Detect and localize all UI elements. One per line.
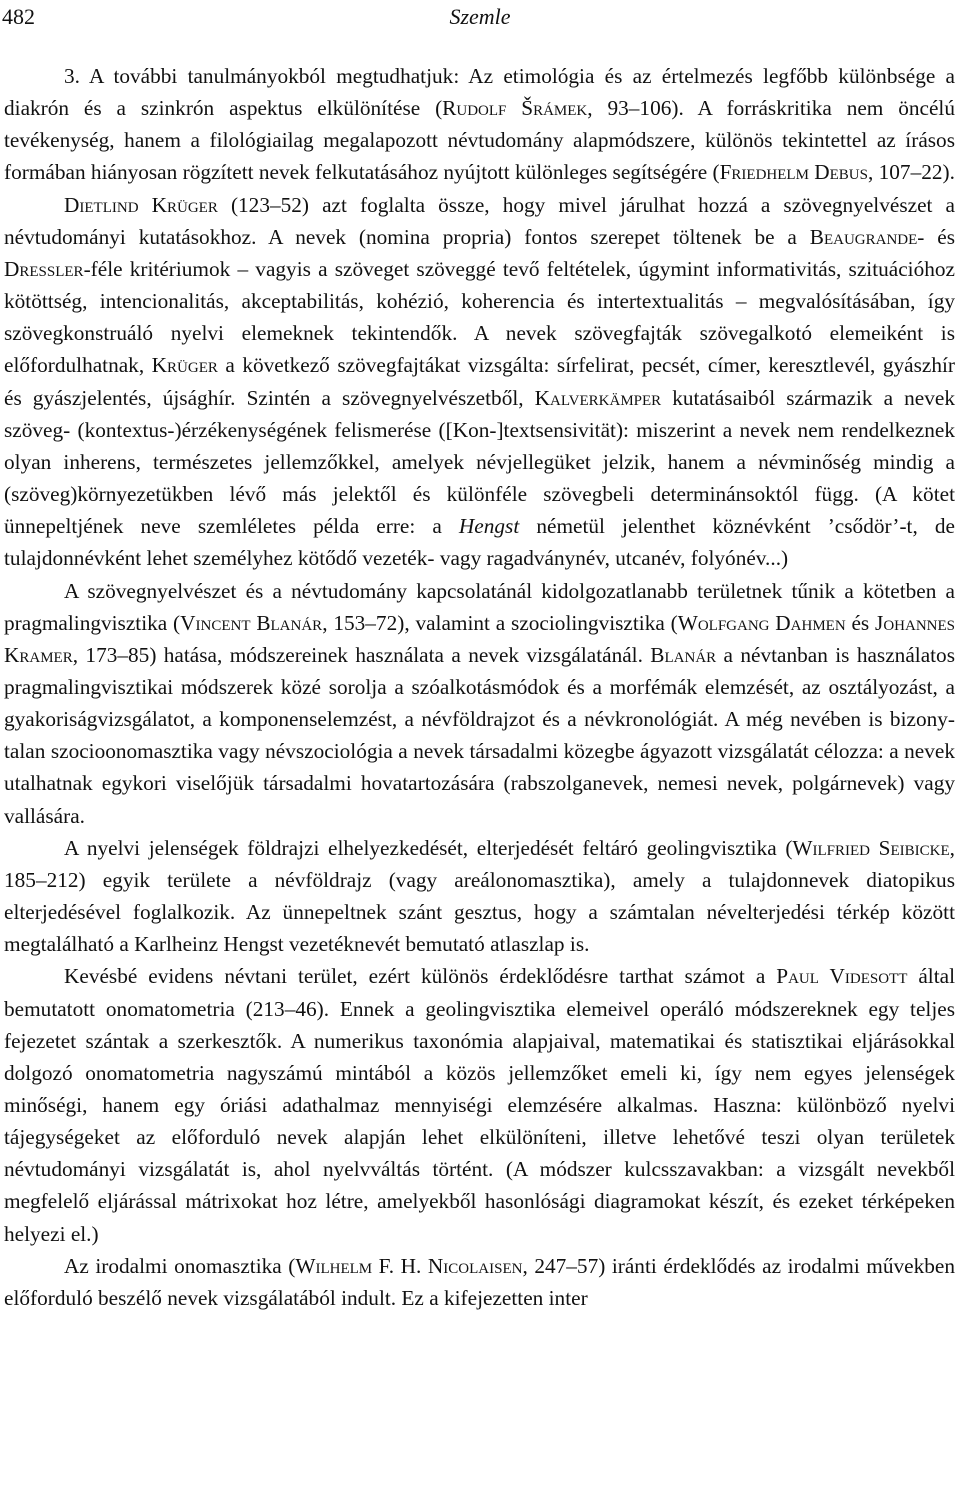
text-run: Kevésbé evidens névtani terület, ezért különös érdeklődésre tarthat számot a <box>64 964 777 989</box>
text-run: , 107–22). <box>867 160 955 185</box>
author-name: Krüger <box>151 353 218 378</box>
text-run: -féle kritériumok – vagyis a szöveget szöveggé tevő feltételek, úgymint informativitás, szituációhoz kötöttség, intencionalitás, akceptabilitás, kohézió, koherencia és intertextualitás – megvalósításában, így szövegkonstruáló nyelvi elemeknek tekintendők. A nevek szövegfajták szövegalkotó elemeiként is előfordulhatnak, <box>4 256 955 378</box>
text-run: - és <box>917 224 955 249</box>
author-name: Wilfried Seibicke <box>792 835 950 860</box>
text-run: A nyelvi jelenségek földrajzi elhelyezkedését, elterjedését feltáró geolingvisztika ( <box>64 835 793 860</box>
paragraph <box>4 575 955 832</box>
paragraph <box>4 60 955 189</box>
paragraph <box>4 1250 955 1314</box>
article-body <box>4 60 955 1314</box>
page-header <box>2 2 958 36</box>
author-name: Wilhelm F. H. Nicolaisen <box>295 1253 523 1278</box>
author-name: Friedhelm Debus <box>719 160 868 185</box>
author-name: Kalverkämper <box>534 385 662 410</box>
italic-term: Hengst <box>458 514 520 539</box>
text-run: Az irodalmi onomasztika ( <box>64 1253 296 1278</box>
page-number: 482 <box>2 4 35 29</box>
text-run: németül jelenthet köznévként ’csődör’-t, de tulajdonnévként lehet személyhez kötődő vezeték- vagy ragadványnév, utcanév, folyónév...) <box>4 514 955 571</box>
text-run: 3. A további tanulmányokból megtudhatjuk: Az etimológia és az értelmezés legfőbb különbsége a diakrón és a szinkrón aspektus elkülönítése ( <box>4 64 955 121</box>
author-name: Beaugrande <box>809 224 918 249</box>
author-name: Blanár <box>650 642 717 667</box>
author-name: Paul Videsott <box>776 964 908 989</box>
text-run: kutatásaiból származik a nevek szöveg- (kontextus-)érzékenységének felismerése ([Kon-]textsensivität): miszerint a nevek nem rendelkeznek olyan inherens, természetes jellemzőkkel, amelyek névjellegüket jelzik, hanem a névminőség mindig a (szöveg)környezetükben lévő más jelektől és különféle szövegbeli determinánsoktól függ. (A kötet ünnepeltjének neve szemléletes példa erre: a <box>4 385 955 539</box>
author-name: Dietlind Krüger <box>64 192 218 217</box>
text-run: , 185–212) egyik területe a névföldrajz (vagy areálonomasztika), amely a tulajdonnevek diatopikus elterjedésével foglalkozik. Az ünnepeltnek szánt gesztus, hogy a számtalan névelterjedési térkép között megtalálható a Karlheinz Hengst vezetéknevét bemutató atlaszlap is. <box>4 835 955 957</box>
author-name: Vincent Blanár <box>180 610 323 635</box>
paragraph <box>4 189 955 575</box>
paragraph <box>4 960 955 1249</box>
text-run: a következő szövegfajtákat vizsgálta: sírfelirat, pecsét, címer, keresztlevél, gyászhír és gyászjelentés, újsághír. Szintén a szövegnyelvészetből, <box>4 353 955 410</box>
author-name: Dressler <box>4 256 84 281</box>
author-name: Rudolf Šrámek <box>442 96 588 121</box>
text-run: és <box>845 610 876 635</box>
author-name: Johannes Kramer <box>4 610 955 667</box>
text-run: által bemutatott onomatometria (213–46). Ennek a geolingvisztika elemeivel operáló módszereknek egy teljes fejezetet szántak a szerkesztők. A numerikus taxonómia alapjaival, matematikai és statisztikai eljárásokkal dolgozó onomatometria nagyszámú mintából a közös jellemzőket emeli ki, így nem egyes jelenségek minőségi, hanem egy óriási adathalmaz mennyiségi elemzésére alkalmas. Haszna: különböző nyelvi tájegységeket az előforduló nevek alapján lehet elkülöníteni, illetve lehetővé teszi olyan területek névtudományi vizsgálatát is, ahol nyelvváltás történt. (A módszer kulcsszavakban: a vizsgált nevekből megfelelő eljárással mátrixokat hoz létre, amelyekből hasonlósági diagramokat készít, és ezeket térképeken helyezi el.) <box>4 964 955 1246</box>
running-title: Szemle <box>449 4 511 29</box>
text-run: , 173–85) hatása, módszereinek használata a nevek vizsgálatánál. <box>72 642 651 667</box>
text-run: A szövegnyelvészet és a névtudomány kapcsolatánál kidolgozatlanabb területnek tűnik a kötetben a pragmalingvisztika ( <box>4 578 955 635</box>
text-run: , 247–57) iránti érdeklődés az irodalmi művekben előforduló beszélő nevek vizsgálatából indult. Ez a kifejezetten inter <box>4 1253 955 1310</box>
text-run: , 153–72), valamint a szociolingvisztika ( <box>322 610 678 635</box>
text-run: , 93–106). A forráskritika nem öncélú tevékenység, hanem a filológiailag megalapozott névtudomány alapmódszere, különös tekintettel az írásos formában hiányosan rögzített nevek felkutatásához nyújtott különleges segítségére ( <box>4 96 955 185</box>
text-run: a névtanban is használatos pragmalingvisztikai módszerek közé sorolja a szóalkotásmódok és a morfémák elemzését, az osztályozást, a gyakoriságvizsgálatot, a komponenselemzést, a névföldrajzot és a névkronológiát. A még nevében is bizonytalan szocioonomasztika vagy névszociológia a nevek társadalmi közegbe ágyazott vizsgálatát célozza: a nevek utalhatnak egykori viselőjük társadalmi hovatartozására (rabszolganevek, nemesi nevek, polgárnevek) vagy vallására. <box>4 642 955 828</box>
paragraph <box>4 832 955 961</box>
author-name: Wolfgang Dahmen <box>677 610 846 635</box>
text-run: (123–52) azt foglalta össze, hogy mivel járulhat hozzá a szövegnyelvészet a névtudományi kutatásokhoz. A nevek (nomina propria) fontos szerepet töltenek be a <box>4 192 955 249</box>
